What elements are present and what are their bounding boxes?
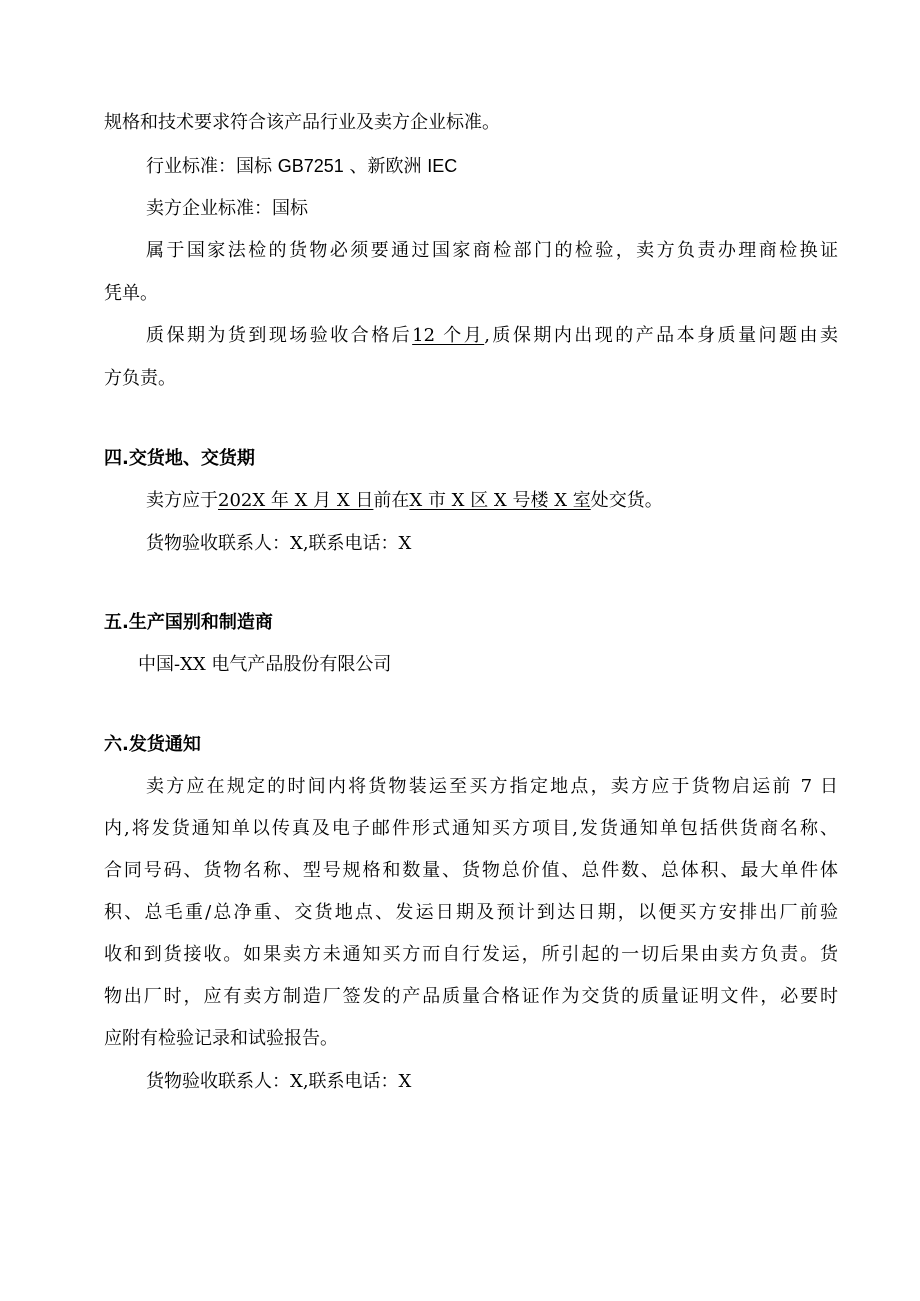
shipping-notice-line: 收和到货接收。如果卖方未通知买方而自行发运，所引起的一切后果由卖方负责。货 [104, 944, 838, 965]
delivery-place: X 市 X 区 X 号楼 X 室 [409, 490, 591, 511]
spec-paragraph: 规格和技术要求符合该产品行业及卖方企业标准。 [104, 112, 500, 133]
section-5-heading: 五.生产国别和制造商 [104, 612, 273, 633]
warranty-paragraph-line-2: 方负责。 [104, 368, 176, 389]
manufacturer-line: 中国-XX 电气产品股份有限公司 [138, 654, 392, 675]
industry-standard-label: 行业标准：国标 [146, 156, 272, 177]
section-6-heading: 六.发货通知 [104, 734, 201, 755]
industry-standard-gb: GB7251 [277, 156, 344, 176]
delivery-text-a: 卖方应于 [146, 490, 218, 511]
inspection-paragraph-line-2: 凭单。 [104, 283, 158, 304]
enterprise-standard-line: 卖方企业标准：国标 [146, 198, 308, 219]
inspection-paragraph-line-1: 属于国家法检的货物必须要通过国家商检部门的检验，卖方负责办理商检换证 [146, 240, 838, 261]
delivery-line [146, 490, 663, 512]
shipping-notice-line: 合同号码、货物名称、型号规格和数量、货物总价值、总件数、总体积、最大单件体 [104, 860, 838, 881]
section-4-contact: 货物验收联系人：X,联系电话：X [146, 533, 412, 554]
delivery-text-b: 前在 [373, 490, 410, 511]
shipping-notice-line: 应附有检验记录和试验报告。 [104, 1028, 338, 1049]
delivery-date: 202X 年 X 月 X 日 [218, 490, 374, 511]
shipping-notice-line: 积、总毛重/总净重、交货地点、发运日期及预计到达日期，以便买方安排出厂前验 [104, 902, 838, 923]
shipping-notice-line: 卖方应在规定的时间内将货物装运至买方指定地点，卖方应于货物启运前 7 日 [146, 776, 838, 797]
warranty-period: 12 个月 [412, 325, 485, 346]
industry-standard-iec: IEC [427, 156, 458, 176]
industry-standard-sep: 、新欧洲 [349, 156, 422, 177]
industry-standard-line [146, 155, 457, 178]
section-6-contact: 货物验收联系人：X,联系电话：X [146, 1071, 412, 1092]
section-4-heading: 四.交货地、交货期 [104, 448, 255, 469]
warranty-text-a: 质保期为货到现场验收合格后 [146, 325, 413, 346]
delivery-text-c: 处交货。 [590, 490, 663, 511]
shipping-notice-line: 内,将发货通知单以传真及电子邮件形式通知买方项目,发货通知单包括供货商名称、 [104, 818, 838, 839]
warranty-text-b: ,质保期内出现的产品本身质量问题由卖 [484, 325, 838, 346]
shipping-notice-line: 物出厂时，应有卖方制造厂签发的产品质量合格证作为交货的质量证明文件，必要时 [104, 986, 838, 1007]
warranty-paragraph-line-1 [146, 325, 838, 347]
